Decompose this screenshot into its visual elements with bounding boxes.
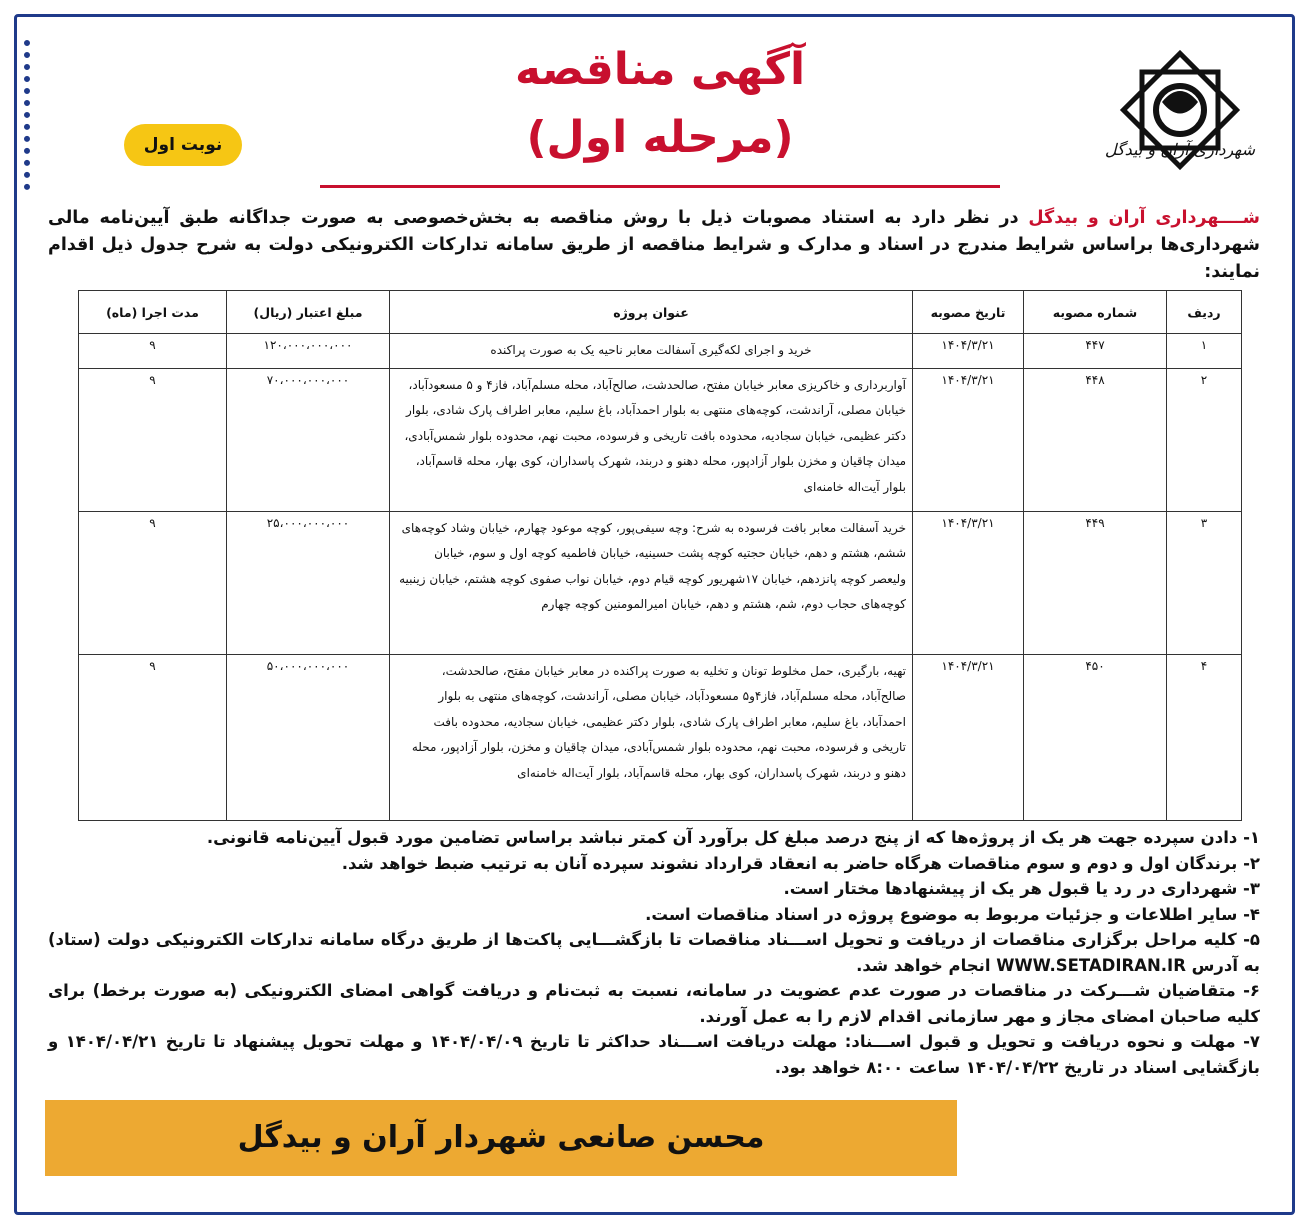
- header-approval-date: تاریخ مصوبه: [913, 291, 1024, 334]
- header-approval-number: شماره مصوبه: [1024, 291, 1167, 334]
- condition-item: ۳- شهرداری در رد یا قبول هر یک از پیشنهادها مختار است.: [783, 879, 1260, 898]
- cell-row: ۱: [1167, 334, 1242, 369]
- condition-item: ۴- سایر اطلاعات و جزئیات مربوط به موضوع پروژه در اسناد مناقصات است.: [645, 904, 1260, 924]
- cell-title: خرید و اجرای لکه‌گیری آسفالت معابر ناحیه یک به صورت پراکنده: [390, 334, 913, 369]
- intro-lead: شــــهرداری آران و بیدگل: [1028, 208, 1261, 228]
- cell-date: ۱۴۰۴/۳/۲۱: [913, 511, 1024, 654]
- header-project-title: عنوان پروژه: [390, 291, 913, 334]
- cell-duration: ۹: [79, 511, 227, 654]
- logo-caption: شهرداری آران و بیدگل: [1104, 140, 1256, 159]
- title-line-2: (مرحله اول): [526, 112, 794, 163]
- intro-text: در نظر دارد به استناد مصوبات ذیل با روش مناقصه به بخش‌خصوصی به صورت جداگانه طبق آیین‌نامه مالی شهرداری‌ها براساس شرایط مندرج در اسناد و مدارک و شرایط مناقصه از طریق سامانه تدارکات الکترونیکی دولت به شرح جدول ذیل اقدام نمایند:: [48, 208, 1260, 282]
- notice-title: [430, 40, 890, 168]
- cell-row: ۲: [1167, 368, 1242, 511]
- condition-item: ۶- متقاضیان شـــرکت در مناقصات در صورت عدم عضویت در سامانه، نسبت به ثبت‌نام و دریافت گواهی امضای الکترونیکی (به صورت برخط) برای کلیه صاحبان امضای مجاز و مهر سازمانی اقدام لازم را به عمل آورند.: [48, 981, 1260, 1026]
- table-header-row: [79, 291, 1242, 334]
- cell-number: ۴۴۹: [1024, 511, 1167, 654]
- cell-date: ۱۴۰۴/۳/۲۱: [913, 334, 1024, 369]
- cell-title: خرید آسفالت معابر بافت فرسوده به شرح: وچه سیفی‌پور، کوچه موعود چهارم، خیابان وشاد کوچه‌های ششم، هشتم و دهم، خیابان حجتیه کوچه پشت حسینیه، خیابان فاطمیه کوچه اول و سوم، خیابان ولیعصر کوچه پانزدهم، خیابان ۱۷شهریور کوچه قیام دوم، خیابان نواب صفوی کوچه هشتم، خیابان زینبیه کوچه‌های حجاب دوم، شم، هشتم و دهم، خیابان امیرالمومنین کوچه چهارم: [390, 511, 913, 654]
- header-duration: مدت اجرا (ماه): [79, 291, 227, 334]
- condition-item: ۵- کلیه مراحل برگزاری مناقصات از دریافت و تحویل اســـناد مناقصات تا بازگشـــایی پاکت‌ها از طریق درگاه سامانه تدارکات الکترونیکی دولت (ستاد) به آدرس WWW.SETADIRAN.IR انجام خواهد شد.: [48, 930, 1260, 975]
- cell-title: تهیه، بارگیری، حمل مخلوط تونان و تخلیه به صورت پراکنده در معابر خیابان مفتح، صالحدشت، صالح‌آباد، محله مسلم‌آباد، فاز۴و۵ مسعودآباد، خیابان مصلی، آراندشت، کوچه‌های منتهی به بلوار احمدآباد، باغ سلیم، معابر اطراف پارک شادی، بلوار دکتر عظیمی، خیابان سجادیه، محدوده بافت تاریخی و فرسوده، محبت نهم، محدوده بلوار شمس‌آبادی، میدان چاقیان و مخزن، بلوار آزادپور، محله دهنو و دربند، شهرک پاسداران، کوی بهار، محله قاسم‌آباد، بلوار آیت‌اله خامنه‌ای: [390, 654, 913, 820]
- title-line-1: آگهی مناقصه: [514, 44, 806, 95]
- conditions-list: [48, 825, 1260, 1080]
- cell-number: ۴۴۸: [1024, 368, 1167, 511]
- header-row-number: ردیف: [1167, 291, 1242, 334]
- dotted-border-decoration: [24, 40, 36, 190]
- cell-number: ۴۵۰: [1024, 654, 1167, 820]
- tender-table: [78, 290, 1242, 821]
- table-row: [79, 368, 1242, 511]
- table-row: [79, 334, 1242, 369]
- cell-title: آواربرداری و خاکریزی معابر خیابان مفتح، صالحدشت، صالح‌آباد، محله مسلم‌آباد، فاز۴ و ۵ مسعودآباد، خیابان مصلی، آراندشت، کوچه‌های منتهی به بلوار احمدآباد، باغ سلیم، معابر اطراف پارک شادی، بلوار دکتر عظیمی، خیابان سجادیه، محدوده بافت تاریخی و فرسوده، محبت نهم، محدوده بلوار شمس‌آبادی، میدان چاقیان و مخزن بلوار آزادپور، محله دهنو و دربند، شهرک پاسداران، کوی بهار، محله قاسم‌آباد، بلوار آیت‌اله خامنه‌ای: [390, 368, 913, 511]
- round-badge: نوبت اول: [124, 124, 242, 166]
- cell-number: ۴۴۷: [1024, 334, 1167, 369]
- cell-date: ۱۴۰۴/۳/۲۱: [913, 368, 1024, 511]
- cell-amount: ۱۲۰،۰۰۰،۰۰۰،۰۰۰: [227, 334, 390, 369]
- cell-row: ۴: [1167, 654, 1242, 820]
- municipality-logo-icon: [1110, 40, 1250, 180]
- cell-duration: ۹: [79, 368, 227, 511]
- condition-item: ۲- برندگان اول و دوم و سوم مناقصات هرگاه حاضر به انعقاد قرارداد نشوند سپرده آنان به ترتیب ضبط خواهد شد.: [341, 853, 1260, 873]
- cell-duration: ۹: [79, 654, 227, 820]
- cell-duration: ۹: [79, 334, 227, 369]
- condition-item: ۷- مهلت و نحوه دریافت و تحویل و قبول اســـناد: مهلت دریافت اســـناد حداکثر تا تاریخ ۱۴۰۴/۰۴/۰۹ و مهلت تحویل پیشنهاد تا تاریخ ۱۴۰۴/۰۴/۲۱ و بازگشایی اسناد در تاریخ ۱۴۰۴/۰۴/۲۲ ساعت ۸:۰۰ خواهد بود.: [48, 1032, 1260, 1077]
- cell-amount: ۵۰،۰۰۰،۰۰۰،۰۰۰: [227, 654, 390, 820]
- table-row: [79, 511, 1242, 654]
- cell-amount: ۷۰،۰۰۰،۰۰۰،۰۰۰: [227, 368, 390, 511]
- signature-banner: محسن صانعی شهردار آران و بیدگل: [45, 1100, 957, 1176]
- header-credit-amount: مبلغ اعتبار (ریال): [227, 291, 390, 334]
- table-row: [79, 654, 1242, 820]
- title-underline: [320, 185, 1000, 188]
- cell-amount: ۲۵،۰۰۰،۰۰۰،۰۰۰: [227, 511, 390, 654]
- intro-paragraph: [48, 205, 1260, 286]
- cell-row: ۳: [1167, 511, 1242, 654]
- cell-date: ۱۴۰۴/۳/۲۱: [913, 654, 1024, 820]
- condition-item: ۱- دادن سپرده جهت هر یک از پروژه‌ها که از پنج درصد مبلغ کل برآورد آن کمتر نباشد براساس تضامین مورد قبول آیین‌نامه قانونی.: [206, 828, 1260, 847]
